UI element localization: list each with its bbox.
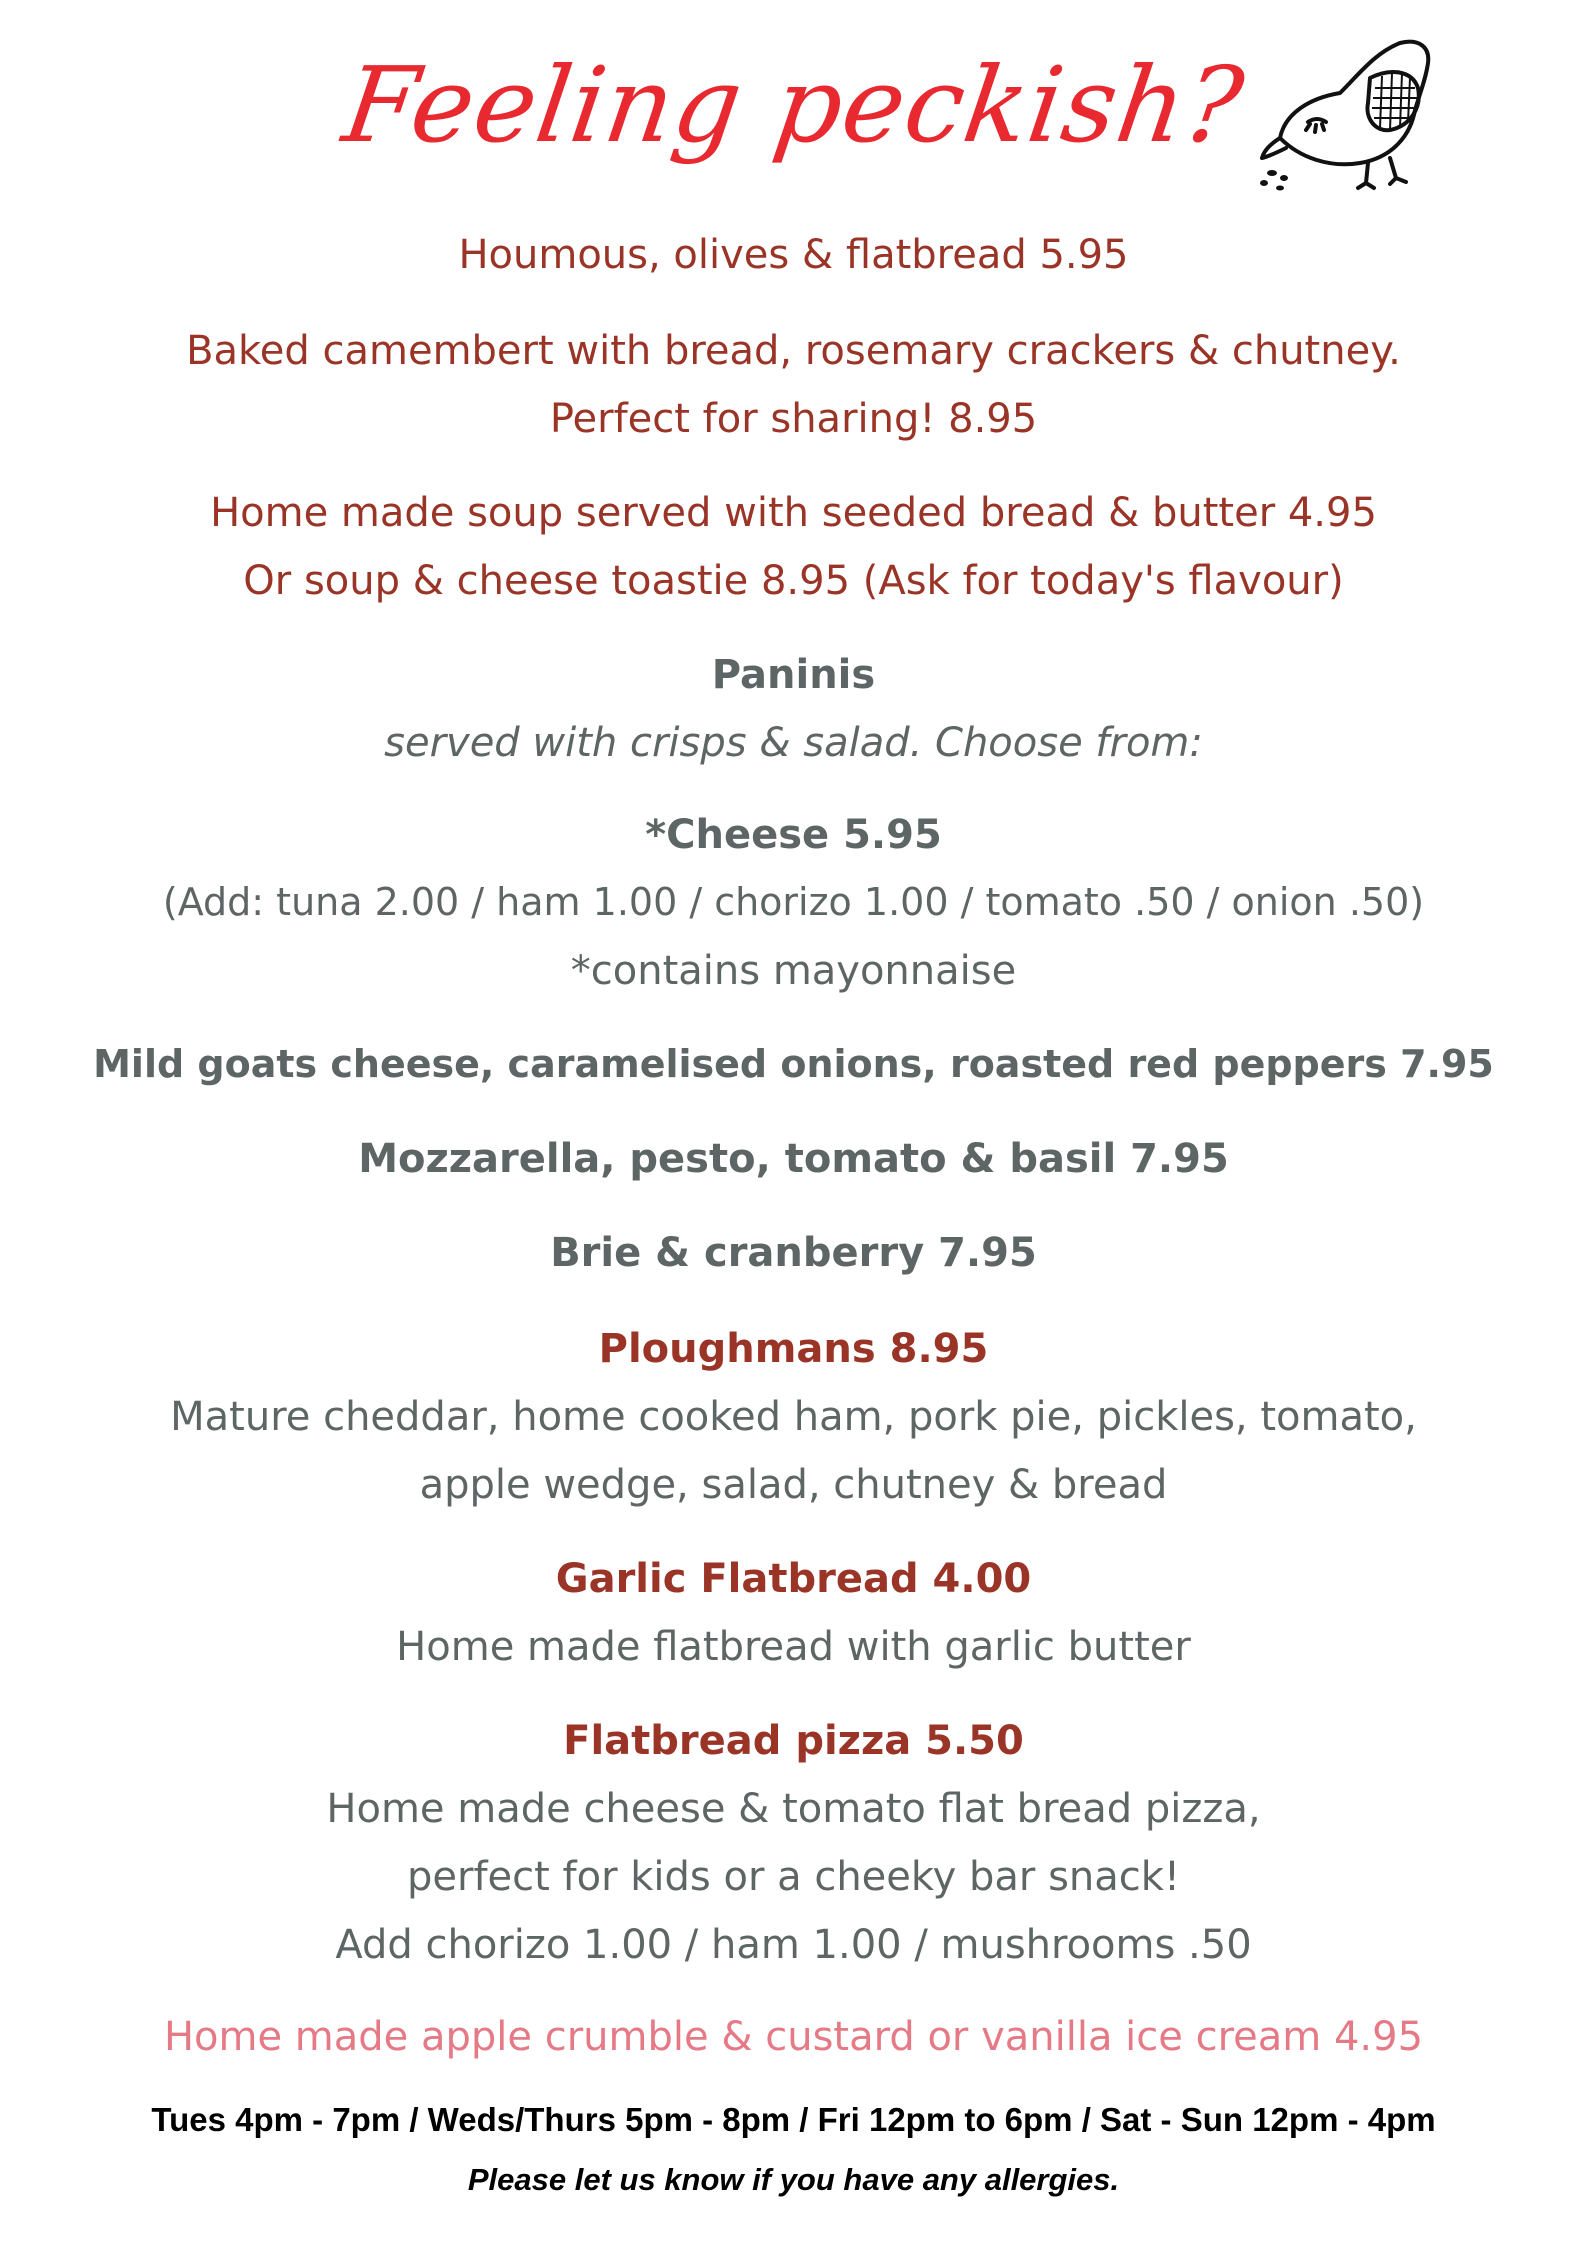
panini-cheese-addons: (Add: tuna 2.00 / ham 1.00 / chorizo 1.00 / tomato .50 / onion .50) (162, 880, 1425, 924)
item-camembert-line1: Baked camembert with bread, rosemary crackers & chutney. (186, 328, 1401, 374)
allergy-note: Please let us know if you have any allergies. (467, 2162, 1120, 2197)
item-soup-line1: Home made soup served with seeded bread & butter 4.95 (210, 490, 1377, 536)
ploughmans-desc-line2: apple wedge, salad, chutney & bread (419, 1462, 1168, 1508)
section-heading-flatbread-pizza: Flatbread pizza 5.50 (563, 1718, 1024, 1764)
panini-cheese-note: *contains mayonnaise (570, 948, 1017, 994)
item-dessert: Home made apple crumble & custard or vanilla ice cream 4.95 (163, 2014, 1424, 2060)
item-panini-goats: Mild goats cheese, caramelised onions, roasted red peppers 7.95 (93, 1042, 1494, 1086)
opening-hours: Tues 4pm - 7pm / Weds/Thurs 5pm - 8pm / Fri 12pm to 6pm / Sat - Sun 12pm - 4pm (151, 2101, 1436, 2138)
garlic-flatbread-desc: Home made flatbread with garlic butter (396, 1624, 1191, 1670)
section-heading-ploughmans: Ploughmans 8.95 (598, 1326, 989, 1372)
section-heading-garlic-flatbread: Garlic Flatbread 4.00 (555, 1556, 1032, 1602)
item-houmous: Houmous, olives & flatbread 5.95 (458, 232, 1129, 278)
item-soup-line2: Or soup & cheese toastie 8.95 (Ask for today's flavour) (243, 558, 1344, 604)
item-panini-cheese: *Cheese 5.95 (645, 812, 942, 858)
ploughmans-desc-line1: Mature cheddar, home cooked ham, pork pie, pickles, tomato, (170, 1394, 1417, 1440)
section-heading-paninis: Paninis (711, 652, 876, 698)
page-title-text: Feeling peckish? (336, 44, 1251, 166)
item-camembert-line2: Perfect for sharing! 8.95 (549, 396, 1038, 442)
item-panini-mozzarella: Mozzarella, pesto, tomato & basil 7.95 (358, 1136, 1229, 1182)
flatbread-pizza-desc-line3: Add chorizo 1.00 / ham 1.00 / mushrooms .50 (335, 1922, 1252, 1968)
paninis-subheading: served with crisps & salad. Choose from: (384, 720, 1203, 766)
bird-icon (1250, 18, 1450, 198)
flatbread-pizza-desc-line1: Home made cheese & tomato flat bread pizza, (326, 1786, 1261, 1832)
item-panini-brie: Brie & cranberry 7.95 (550, 1230, 1037, 1276)
flatbread-pizza-desc-line2: perfect for kids or a cheeky bar snack! (407, 1854, 1180, 1900)
